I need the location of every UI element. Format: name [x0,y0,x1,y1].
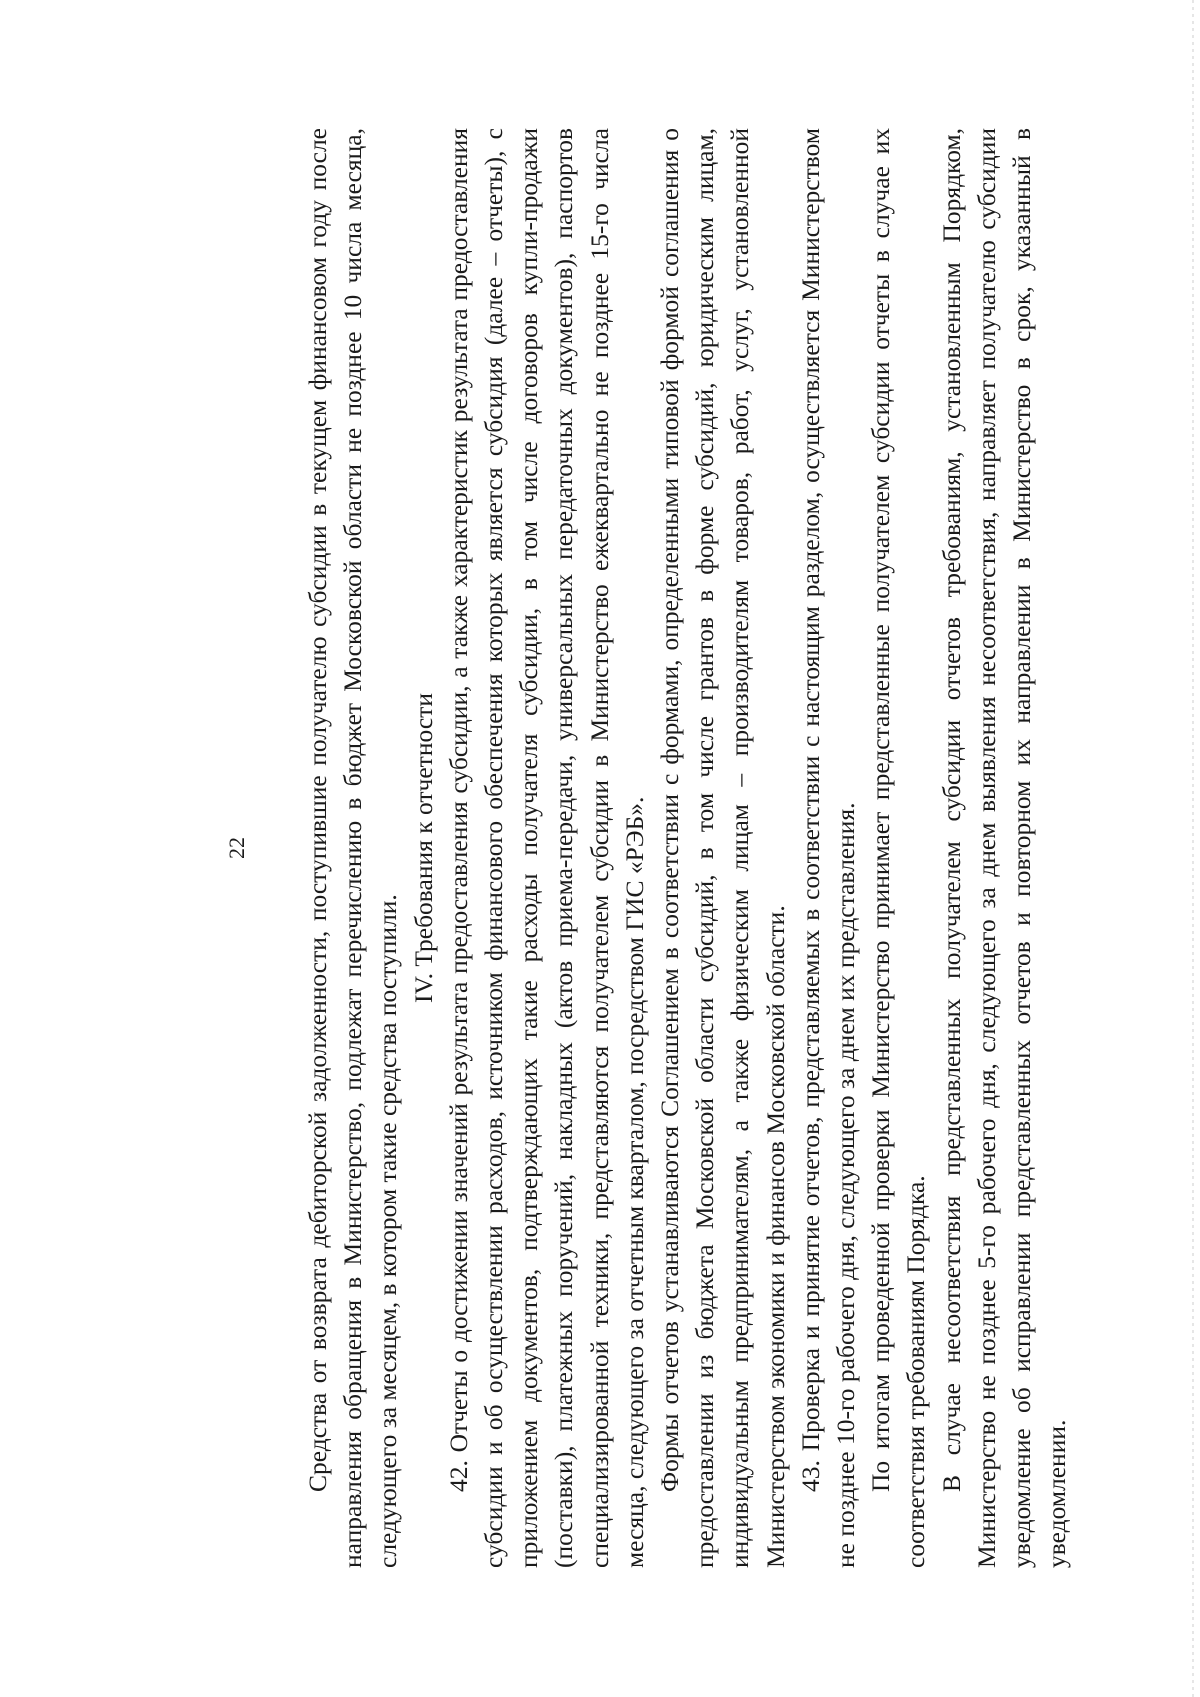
document-page [150,128,1072,1568]
paragraph-nonconformity: В случае несоответствия представленных получателем субсидии отчетов требованиям, установленным Порядком, Министерство не позднее 5-го рабочего дня, следующего за днем выявления несоответствия, направляет получателю субсидии уведомление об исправлении представленных отчетов и повторном их направлении в Министерство в срок, указанный в уведомлении. [936,128,1072,1568]
section-heading: IV. Требования к отчетности [408,693,438,1003]
document-body [300,128,1074,1568]
paragraph-review-results: По итогам проведенной проверки Министерство принимает представленные получателем субсидии отчеты в случае их соответствия требованиям Порядка. [866,128,931,1568]
page-number: 22 [224,837,249,859]
paragraph-report-forms: Формы отчетов устанавливаются Соглашением в соответствии с формами, определенными типовой формой соглашения о предоставлении из бюджета Московской области субсидий, в том числе грантов в форме субсидий, юридическим лицам, индивидуальным предпринимателям, а также физическим лицам – производителям товаров, работ, услуг, установленной Министерством экономики и финансов Московской области. [655,128,790,1568]
paragraph-42: 42. Отчеты о достижении значений результата предоставления субсидии, а также характеристик результата предоставления субсидии и об осуществлении расходов, источником финансового обеспечения которых является субсидия (далее – отчеты), с приложением документов, подтверждающих такие расходы получателя субсидии, в том числе договоров купли-продажи (поставки), платежных поручений, накладных (актов приема-передачи, универсальных передаточных документов), паспортов специализированной техники, представляются получателем субсидии в Министерство ежеквартально не позднее 15-го числа месяца, следующего за отчетным кварталом, посредством ГИС «РЭБ». [443,128,649,1568]
paragraph-receivables: Средства от возврата дебиторской задолженности, поступившие получателю субсидии в текущем финансовом году после направления обращения в Министерство, подлежат перечислению в бюджет Московской области не позднее 10 числа месяца, следующего за месяцем, в котором такие средства поступили. [303,128,403,1568]
scan-edge-artifact [1192,0,1194,1697]
paragraph-43: 43. Проверка и принятие отчетов, представляемых в соответствии с настоящим разделом, осуществляется Министерством не позднее 10-го рабочего дня, следующего за днем их представления. [795,128,861,1568]
